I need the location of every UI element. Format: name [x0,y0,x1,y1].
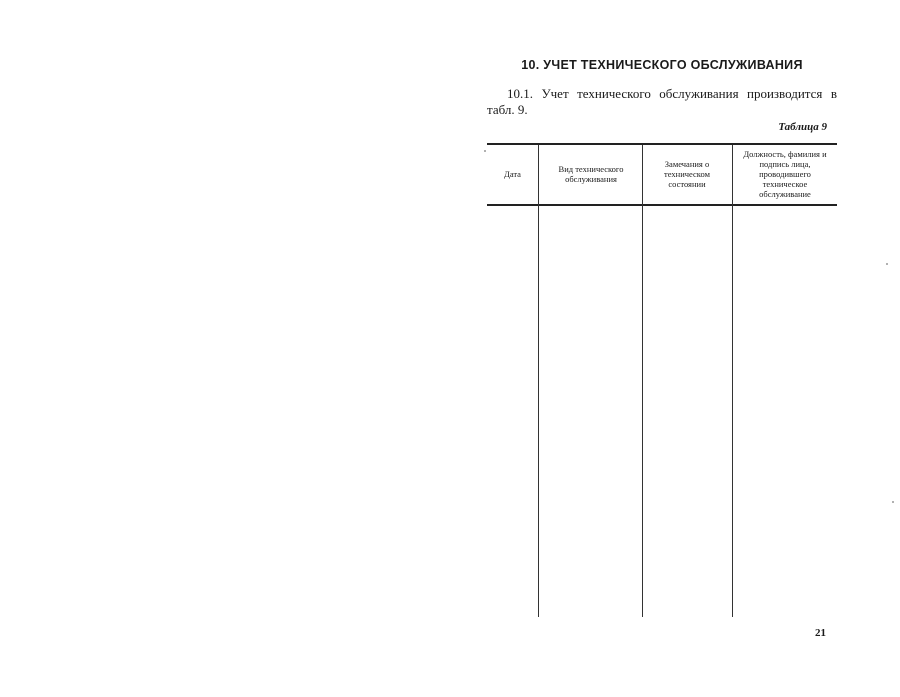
column-divider [538,145,539,617]
paragraph-line-1 [487,86,837,102]
paragraph-word: технического [577,86,651,101]
paragraph-word: 10.1. [507,86,533,101]
column-header-maintenance-type: Вид технического обслуживания [558,164,624,184]
section-paragraph [487,86,837,118]
section-heading: 10. УЧЕТ ТЕХНИЧЕСКОГО ОБСЛУЖИВАНИЯ [521,58,803,72]
paragraph-word: в [830,86,837,101]
column-header-remarks: Замечания о техническом состоянии [664,159,710,189]
column-header-responsible-person: Должность, фамилия и подпись лица, проводившего техническое обслуживание [743,149,827,199]
paragraph-line-2: табл. 9. [487,102,528,117]
scan-speck [886,263,888,265]
scan-speck [484,150,486,152]
paragraph-word: обслуживания [659,86,739,101]
page-number: 21 [815,627,826,639]
column-header-date: Дата [504,169,521,179]
table-caption: Таблица 9 [778,121,827,133]
scan-speck [892,501,894,503]
maintenance-table [487,143,837,617]
column-divider [642,145,643,617]
paragraph-word: Учет [541,86,569,101]
column-divider [732,145,733,617]
table-header-rule [487,204,837,206]
paragraph-word: производится [747,86,823,101]
